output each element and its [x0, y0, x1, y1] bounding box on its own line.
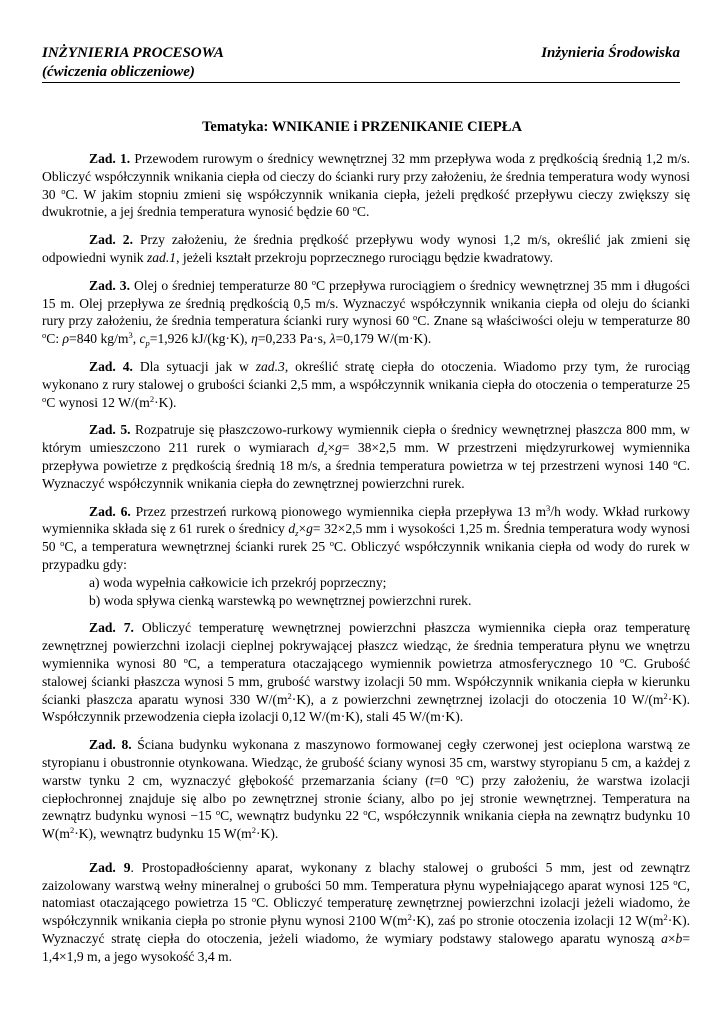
task-text: λ: [329, 331, 336, 347]
task-text: z: [324, 447, 328, 458]
task-text: ,: [132, 331, 140, 347]
task-3: [42, 277, 690, 348]
task-text: =0,233 Pa·s,: [257, 331, 330, 347]
task-text: o: [42, 330, 47, 341]
task-text: ·K).: [154, 394, 177, 410]
task-text: , jeżeli kształt przekroju poprzecznego rurociągu będzie kwadratowy.: [176, 249, 553, 265]
task-text: ×: [327, 440, 336, 456]
task-text: o: [673, 456, 678, 467]
task-2: [42, 231, 690, 267]
header-field: Inżynieria Środowiska: [541, 45, 680, 61]
header-divider: [42, 82, 680, 83]
task-text: zad.3: [255, 358, 285, 374]
task-text: t: [429, 772, 434, 788]
task-text: C) przy założeniu, że warstwa izolacji ciepłochronnej znajduje się albo po zewnętrznej stronie ściany, albo po jej stronie wewnętrznej. Temperatura na zewnątrz budynku wynosi −15: [42, 772, 690, 824]
page-title: Tematyka: WNIKANIE i PRZENIKANIE CIEPŁA: [202, 119, 522, 135]
task-text: p: [145, 338, 150, 349]
task-label: Zad. 5.: [89, 422, 131, 438]
task-text: Dla sytuacji jak w: [132, 358, 256, 374]
task-text: = 32×2,5 mm i wysokości 1,25 m. Średnia temperatura wody wynosi 50: [42, 521, 690, 555]
task-text: 2: [69, 825, 75, 836]
task-text: o: [673, 876, 678, 887]
task-text: C, wewnątrz budynku 22: [220, 808, 364, 824]
task-text: =840 kg/m: [69, 331, 129, 347]
task-text: ρ: [62, 331, 70, 347]
task-text: ×: [667, 931, 676, 947]
task-text: C, współczynnik wnikania ciepła na zewnątrz budynku 10 W(m: [42, 808, 690, 842]
task-subitem: b) woda spływa cienką warstewką po wewnętrznej powierzchni rurek.: [89, 592, 472, 608]
task-label: Zad. 6.: [89, 503, 131, 519]
task-label: Zad. 4.: [89, 358, 133, 374]
task-text: ·K). Wyznaczyć stratę ciepła do otoczenia, jeżeli wiadomo, że wymiary podstawy stalowego aparatu wynoszą: [42, 913, 690, 947]
task-text: C.: [356, 204, 370, 220]
task-text: C. W jakim stopniu zmieni się współczynnik wnikania ciepła, jeżeli prędkość przepływu cieczy zwiększy się dwukrotnie, a jej średnia temperatura wynosić będzie 60: [42, 186, 690, 220]
course-name: INŻYNIERIA PROCESOWA: [42, 45, 224, 61]
task-text: C, natomiast otaczającego powietrza 15: [42, 877, 690, 911]
task-text: Ściana budynku wykonana z maszynowo formowanej cegły czerwonej jest ocieplona warstwą ze styropianu i obustronnie otynkowana. Wiedząc, że grubość ściany wynosi 35 cm, warstwy styropianu 5 cm, a każdej z warstw tynku 2 cm, wyznaczyć głębokość przemarzania ściany (: [42, 737, 690, 788]
task-text: 2: [251, 825, 256, 836]
task-7: [42, 619, 690, 726]
task-text: Olej o średniej temperaturze 80: [130, 277, 312, 293]
task-text: o: [215, 807, 221, 818]
task-text: 2: [663, 690, 668, 701]
course-type: (ćwiczenia obliczeniowe): [42, 64, 195, 80]
task-label: Zad. 1.: [89, 151, 131, 166]
task-text: o: [413, 312, 418, 323]
task-text: C. Grubość stalowej ścianki płaszcza wynosi 5 mm, grubość warstwy izolacji 50 mm. Współczynnik wnikania ciepła w kierunku ścianki płaszcza aparatu wynosi 330 W/(m: [42, 655, 690, 707]
task-text: ·K), a z powierzchni zewnętrznej izolacji do otoczenia 10 W/(m: [291, 691, 664, 707]
task-text: o: [329, 538, 334, 549]
task-text: C. Obliczyć współczynnik wnikania ciepła od wody do rurek w przypadku gdy:: [42, 539, 690, 572]
task-text: =1,926 kJ/(kg·K),: [149, 331, 252, 347]
task-text: o: [352, 203, 357, 214]
task-subitem: a) woda wypełnia całkowicie ich przekrój poprzeczny;: [89, 574, 387, 590]
task-text: =0,179 W/(m·K).: [335, 331, 432, 347]
task-text: d: [317, 440, 325, 456]
task-text: Obliczyć temperaturę wewnętrznej powierzchni płaszcza wymiennika ciepła oraz temperaturę zewnętrznej powierzchni izolacji cieplnej pokrywającej płaszcz wiedząc, że średnia temperatura płynu we wnętrzu wymiennika wynosi 80: [42, 620, 691, 671]
task-text: Rozpatruje się płaszczowo-rurkowy wymiennik ciepła o średnicy wewnętrznej płaszcza 800 mm, w którym umieszczono 211 rurek o wymiarach: [42, 422, 690, 456]
task-text: C, a temperatura otaczającego wymiennik powietrza atmosferycznego 10: [187, 655, 621, 671]
task-text: Przewodem rurowym o średnicy wewnętrznej 32 mm przepływa woda z prędkością średnią 1,2 m/s. Obliczyć współczynnik wnikania ciepła od cieczy do ścianki rury przy założeniu, że średnia temperatura wody wynosi 30: [42, 151, 691, 202]
task-list: [42, 150, 690, 976]
task-text: o: [183, 654, 188, 665]
task-text: o: [363, 807, 368, 818]
task-text: η: [251, 331, 258, 347]
task-text: o: [455, 771, 461, 782]
task-text: 2: [663, 912, 668, 923]
task-text: o: [42, 393, 47, 404]
task-text: d: [288, 521, 296, 537]
task-label: Zad. 2.: [89, 232, 133, 248]
task-text: . Prostopadłościenny aparat, wykonany z blachy stalowej o grubości 5 mm, jest od zewnątrz zaizolowany warstwą wełny mineralnej o grubości 50 mm. Temperatura płynu wypełniającego aparat wynosi 125: [42, 859, 690, 893]
task-text: g: [335, 440, 342, 456]
task-text: C. Znane są właściwości oleju w temperaturze 80: [417, 313, 690, 329]
task-9: [42, 859, 690, 966]
task-text: o: [60, 538, 65, 549]
task-text: ×: [298, 521, 307, 537]
task-text: = 1,4×1,9 m, a jego wysokość 3,4 m.: [42, 931, 690, 964]
task-label: Zad. 7.: [89, 620, 134, 636]
task-text: Przez przestrzeń rurkową pionowego wymiennika ciepła przepływa 13 m: [130, 503, 547, 519]
task-label: Zad. 3.: [89, 277, 131, 293]
task-text: c: [139, 331, 146, 347]
task-5: [42, 421, 690, 492]
task-text: ·K), zaś po stronie otoczenia izolacji 12 W(m: [411, 913, 664, 929]
task-text: C wynosi 12 W/(m: [46, 394, 150, 410]
task-1: [42, 150, 690, 221]
task-text: ·K). Współczynnik przewodzenia ciepła izolacji 0,12 W/(m·K), stali 45 W/(m·K).: [42, 691, 691, 725]
task-text: , określić stratę ciepła do otoczenia. Wiadomo przy tym, że rurociąg wykonano z rury stalowej o grubości ścianki 2,5 mm, a współczynnik wnikania ciepła do otoczenia o temperaturze 25: [42, 358, 690, 392]
task-text: o: [311, 276, 316, 287]
task-text: g: [306, 521, 313, 537]
task-text: ·K).: [256, 826, 279, 842]
task-text: a: [661, 931, 668, 947]
task-8: [42, 736, 690, 843]
task-text: C:: [46, 331, 63, 347]
task-text: C przepływa rurociągiem o średnicy wewnętrznej 35 mm i długości 15 m. Olej przepływa ze średnią prędkością 0,5 m/s. Wyznaczyć współczynnik wnikania ciepła od oleju do ścianki rury przy założeniu, że średnia temperatura ścianki rury wynosi 60: [42, 277, 691, 329]
task-text: = 38×2,5 mm. W przestrzeni międzyrurkowej wymiennika przepływa powietrze z prędkością średnią 18 m/s, a średnia temperatura powietrza w tej przestrzeni wynosi 140: [42, 440, 690, 473]
task-text: 2: [287, 690, 292, 701]
task-text: =0: [433, 772, 456, 788]
task-text: /h wody. Wkład rurkowy wymiennika składa się z 61 rurek o średnicy: [42, 503, 690, 537]
task-label: Zad. 8.: [89, 737, 132, 753]
task-text: Przy założeniu, że średnia prędkość przepływu wody wynosi 1,2 m/s, określić jak zmieni się odpowiedni wynik: [42, 232, 690, 265]
task-text: z: [295, 528, 299, 539]
task-text: C. Obliczyć temperaturę zewnętrznej powierzchni izolacji jeżeli wiadomo, że współczynnik wnikania ciepła po stronie płynu wynosi 2100 W(m: [42, 895, 690, 929]
task-text: 2: [407, 912, 412, 923]
task-text: C, a temperatura wewnętrznej ścianki rurek 25: [64, 539, 330, 555]
task-text: C. Wyznaczyć współczynnik wnikania ciepła do zewnętrznej powierzchni rurek.: [42, 457, 690, 491]
task-text: 3: [546, 502, 551, 513]
task-text: 3: [128, 330, 133, 341]
task-text: o: [620, 654, 625, 665]
task-text: b: [675, 931, 683, 947]
task-text: ·K), wewnątrz budynku 15 W(m: [74, 826, 252, 842]
task-text: o: [251, 894, 257, 905]
task-6: [42, 503, 690, 610]
task-text: o: [61, 185, 66, 196]
task-text: zad.1: [146, 249, 177, 265]
task-4: [42, 358, 690, 411]
header-course: [42, 44, 224, 82]
task-text: 2: [149, 393, 155, 404]
task-label: Zad. 9: [89, 859, 131, 875]
